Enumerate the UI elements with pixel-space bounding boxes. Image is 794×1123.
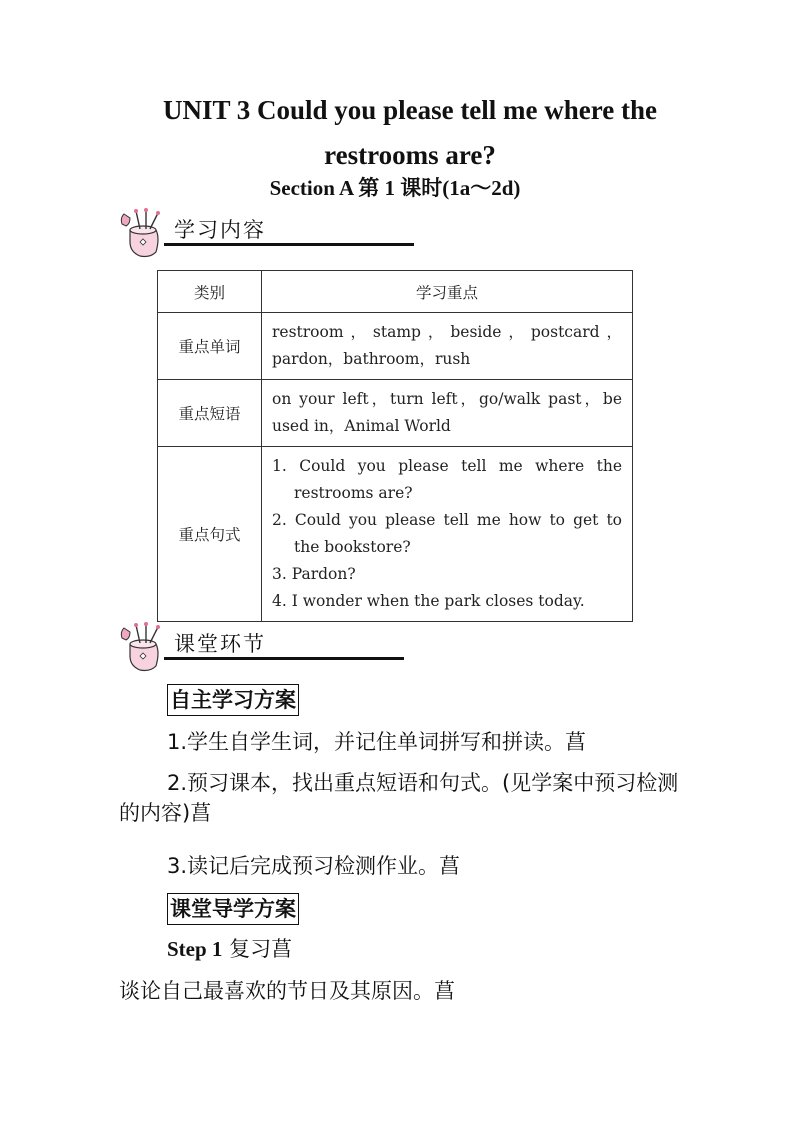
- page-title: UNIT 3 Could you please tell me where the restrooms are?: [163, 95, 657, 170]
- table-row: [158, 380, 633, 447]
- paragraph: 2.预习课本，找出重点短语和句式。(见学案中预习检测的内容)菖: [119, 771, 679, 825]
- table-header-focus: 学习重点: [262, 271, 633, 313]
- table-cell-content: restroom，stamp，beside，postcard，pardon，bathroom，rush: [262, 313, 633, 380]
- paragraph: 谈论自己最喜欢的节日及其原因。菖: [119, 979, 455, 1003]
- table-cell-content: [262, 447, 633, 622]
- sentence-list: [272, 453, 622, 615]
- step-text: 复习菖: [229, 937, 293, 961]
- section-label: 学习内容: [174, 218, 266, 242]
- table-header-category: 类别: [158, 271, 262, 313]
- table-header-row: [158, 271, 633, 313]
- table-cell-content: on your left，turn left，go/walk past，be used in，Animal World: [262, 380, 633, 447]
- table-cell-category: 重点句式: [158, 447, 262, 622]
- page-subtitle: Section A 第 1 课时(1a～2d): [269, 176, 521, 200]
- table-row: [158, 447, 633, 622]
- step-heading: [167, 934, 687, 964]
- list-item: 3. Pardon?: [272, 565, 356, 583]
- list-item: 1. Could you please tell me where the restrooms are?: [272, 457, 622, 502]
- section-label: 课堂环节: [174, 632, 266, 656]
- section-underline: [164, 243, 414, 246]
- class-guide-plan-box: 课堂导学方案: [167, 893, 299, 925]
- section-header-class-session: [116, 622, 316, 678]
- table-cell-category: 重点单词: [158, 313, 262, 380]
- study-content-table: [157, 270, 633, 622]
- list-item: 4. I wonder when the park closes today.: [272, 592, 585, 610]
- section-underline: [164, 657, 404, 660]
- section-header-study-content: [116, 208, 316, 264]
- table-row: [158, 313, 633, 380]
- table-cell-category: 重点短语: [158, 380, 262, 447]
- pen-holder-icon: [116, 208, 178, 264]
- paragraph: 3.读记后完成预习检测作业。菖: [167, 854, 461, 878]
- step-label: Step 1: [167, 937, 223, 961]
- paragraph: 1.学生自学生词，并记住单词拼写和拼读。菖: [167, 730, 587, 754]
- pen-holder-icon: [116, 622, 178, 678]
- list-item: 2. Could you please tell me how to get to the bookstore?: [272, 511, 622, 556]
- self-study-plan-box: 自主学习方案: [167, 684, 299, 716]
